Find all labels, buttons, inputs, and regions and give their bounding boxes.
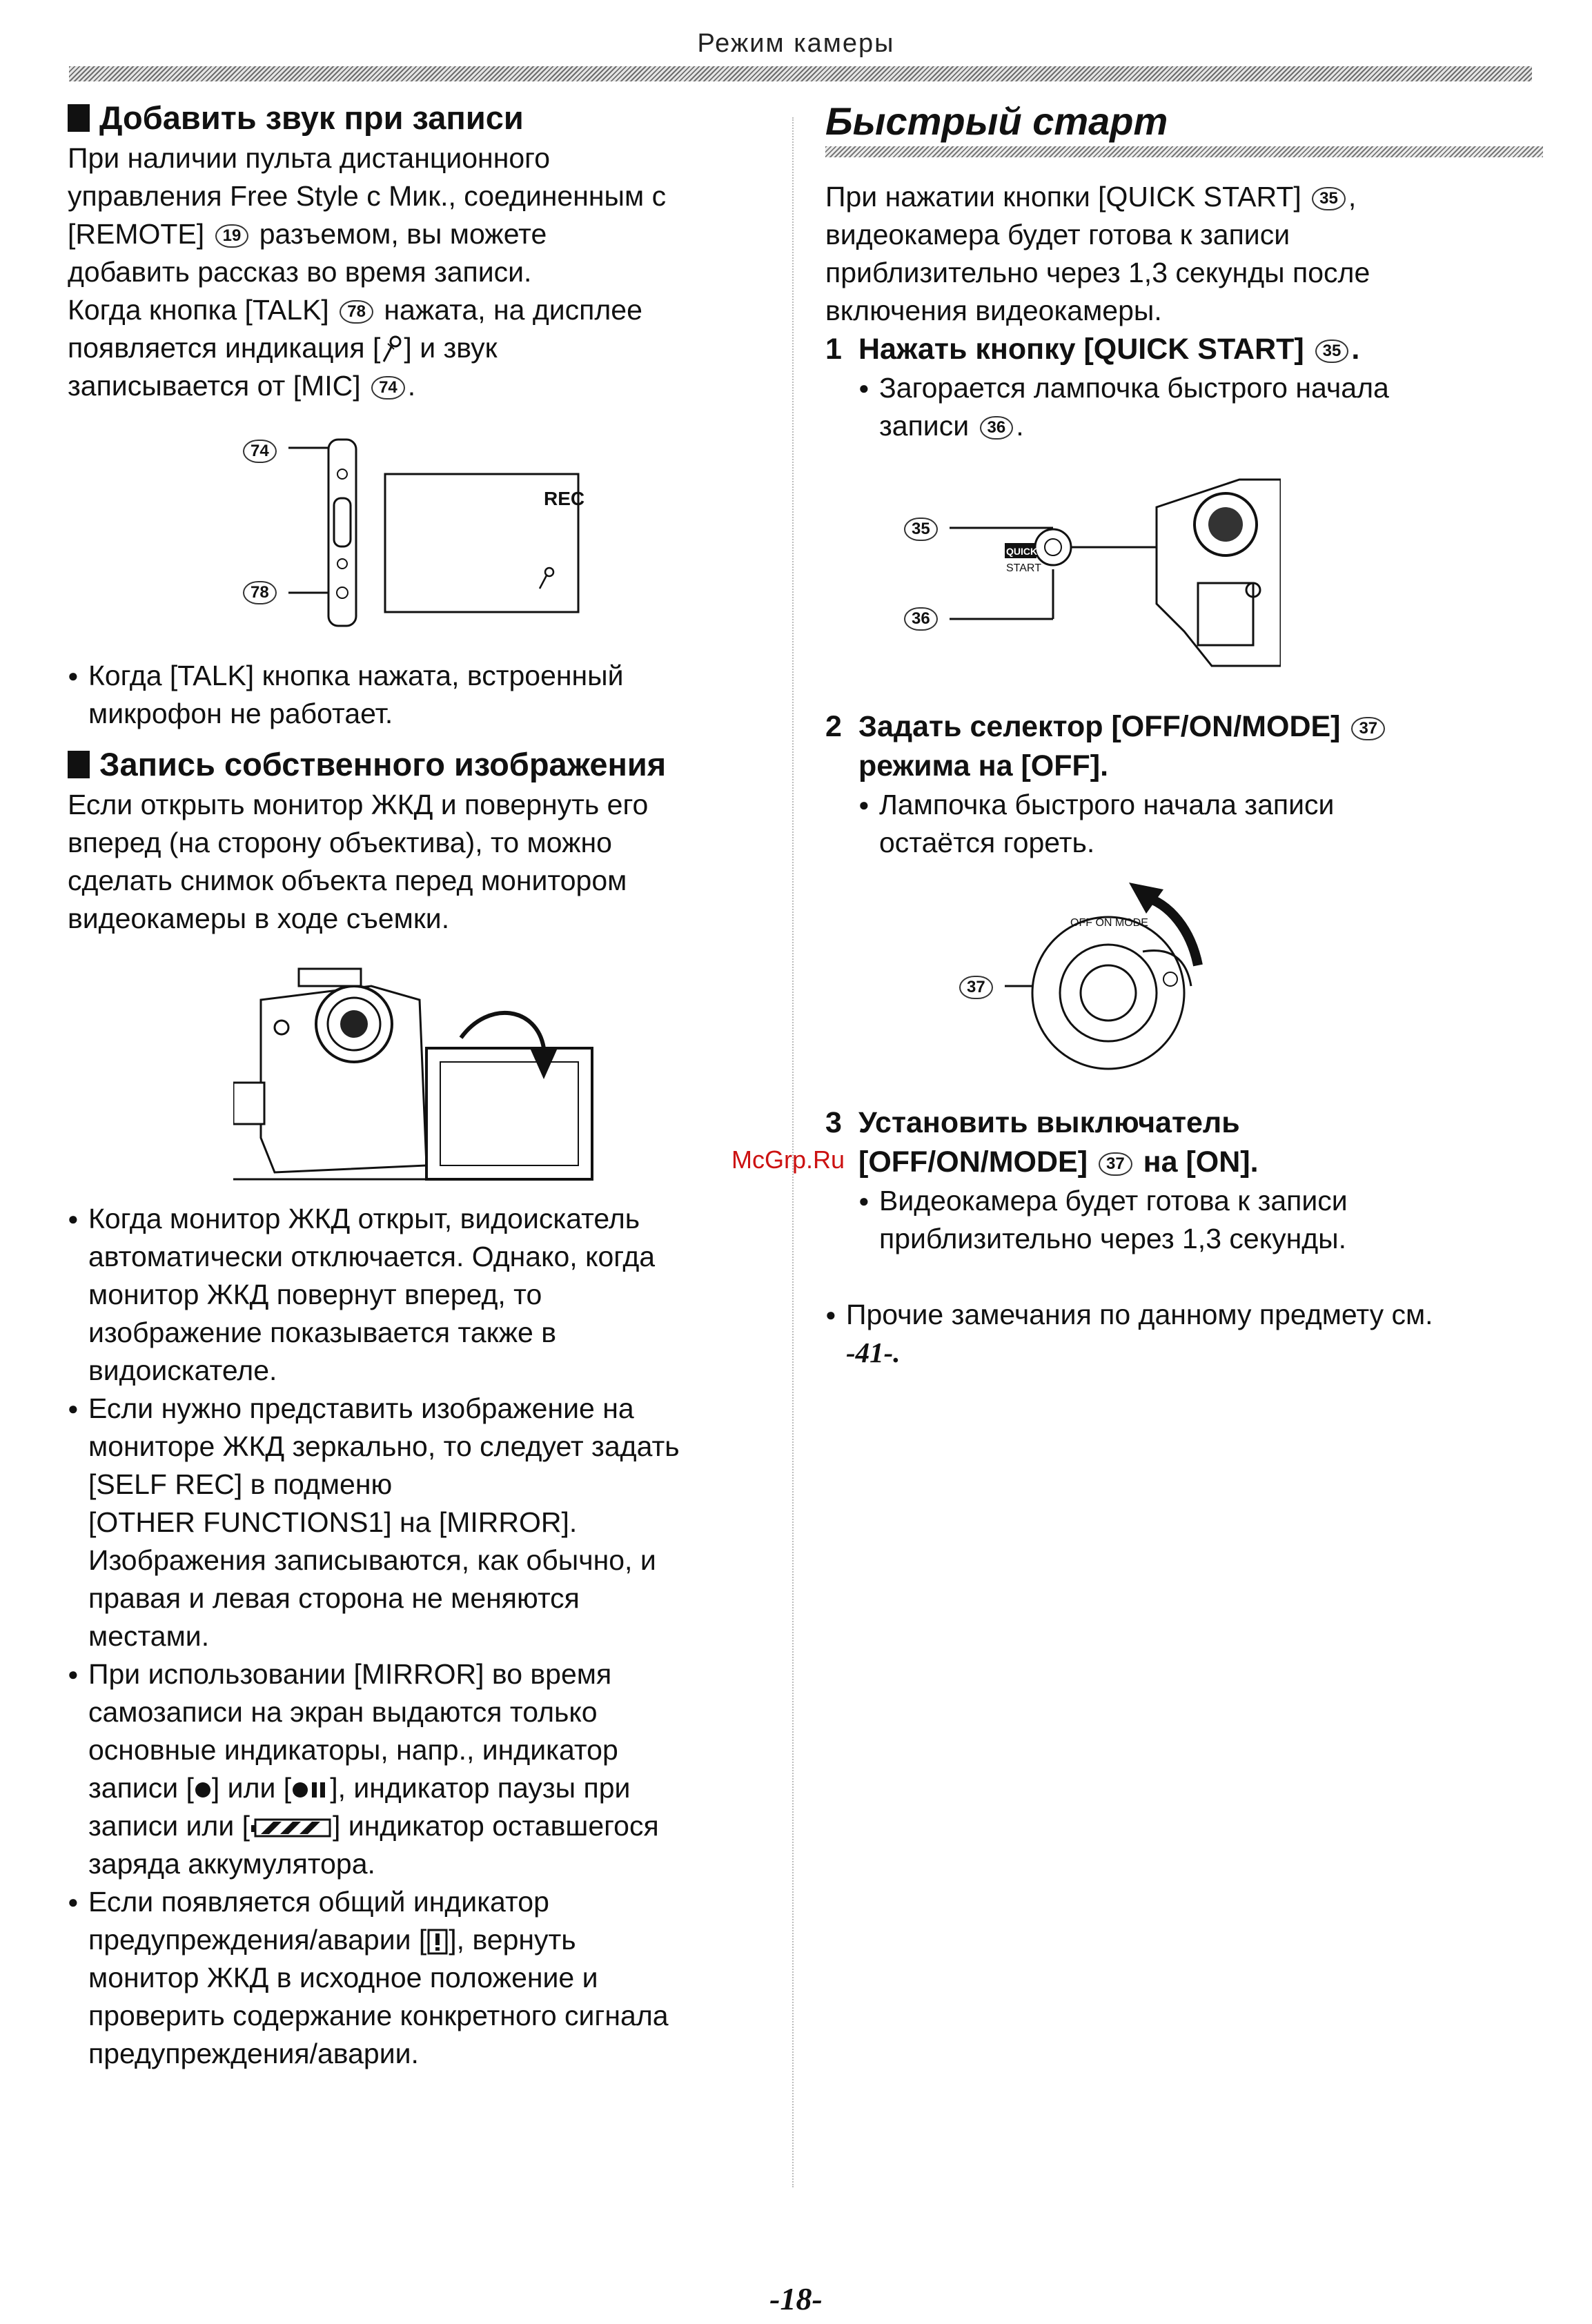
record-dot-icon: [194, 1780, 212, 1800]
bullet-item: ● Если нужно представить изображение на мониторе ЖКД зеркально, то следует задать [SELF REC] в подменю [OTHER FUNCTIONS1] на [MIRROR]. Изображения записываются, как обычно, и правая и левая сторона не меняются местами.: [68, 1390, 765, 1655]
remote-drawing: [288, 433, 675, 640]
text-line: записывается от [MIC] 74 .: [68, 370, 416, 402]
text-line: При наличии пульта дистанционного: [68, 142, 551, 174]
quick-start-figure: [825, 466, 1543, 680]
start-button-text: START: [1006, 562, 1041, 574]
text-line: Когда кнопка [TALK] 78 нажата, на дисплее: [68, 294, 642, 326]
ref-circle: 36: [980, 416, 1014, 440]
text-line: [REMOTE] 19 разъемом, вы можете: [68, 218, 547, 250]
remote-figure: [68, 433, 765, 653]
fig-label-35: 35: [904, 518, 938, 541]
bullet-item: ● Когда [TALK] кнопка нажата, встроенный микрофон не работает.: [68, 657, 765, 733]
fig-label-78: 78: [243, 581, 277, 604]
section-heading-add-sound: [68, 97, 765, 139]
right-column: [825, 97, 1543, 1372]
section-heading-self-record: [68, 743, 765, 786]
fig-label-74: 74: [243, 440, 277, 463]
text-line: управления Free Style с Мик., соединенным с: [68, 180, 667, 212]
ref-circle: 78: [340, 300, 373, 324]
ref-circle: 19: [215, 224, 249, 248]
step-2: 2 Задать селектор [OFF/ON/MODE] 37 режима на [OFF].: [825, 707, 1543, 786]
bullet-item: ● Когда монитор ЖКД открыт, видоискатель автоматически отключается. Однако, когда монитор ЖКД повернут вперед, то изображение показывается также в видоискателе.: [68, 1200, 765, 1390]
text-line: видеокамера будет готова к записи: [825, 219, 1290, 250]
ref-circle: 37: [1099, 1152, 1132, 1176]
heading-rule: [825, 146, 1543, 157]
quick-start-drawing: [950, 466, 1281, 673]
bullet-item: ● Видеокамера будет готова к записи приблизительно через 1,3 секунды.: [858, 1182, 1543, 1258]
quick-button-text: QUICK: [1006, 546, 1038, 557]
left-column: [68, 97, 765, 2073]
bullet-item: ● Загорается лампочка быстрого начала записи 36 .: [858, 369, 1543, 445]
text-line: При нажатии кнопки [QUICK START] 35 ,: [825, 181, 1357, 213]
text-line: сделать снимок объекта перед монитором: [68, 865, 627, 896]
screen-rec-text: REC: [544, 488, 585, 509]
step-1: 1 Нажать кнопку [QUICK START] 35 .: [825, 333, 1360, 366]
watermark: McGrp.Ru: [731, 1145, 845, 1174]
warning-icon: [426, 1928, 449, 1956]
microphone-icon: [380, 335, 404, 364]
bullet-item: ● При использовании [MIRROR] во время самозаписи на экран выдаются только основные индикаторы, напр., индикатор записи [ ] или [ ], индикатор паузы при записи или [ ] индикатор оставшегося заряда аккумулятора.: [68, 1655, 765, 1883]
heading-text: Запись собственного изображения: [99, 746, 667, 782]
ref-circle: 37: [1351, 717, 1385, 740]
text-line: приблизительно через 1,3 секунды после: [825, 257, 1370, 288]
camcorder-drawing: [233, 958, 689, 1186]
page-number: -18-: [769, 2281, 823, 2316]
fig-label-37: 37: [959, 976, 993, 999]
bullet-item: ● Лампочка быстрого начала записи остаётся гореть.: [858, 786, 1543, 862]
ref-circle: 35: [1312, 187, 1346, 210]
record-pause-icon: [291, 1780, 330, 1800]
header-rule: [69, 66, 1532, 81]
text-line: добавить рассказ во время записи.: [68, 256, 532, 288]
page-reference: -41-.: [846, 1337, 901, 1368]
dial-label-text: OFF ON MODE: [1070, 917, 1148, 929]
ref-circle: 35: [1315, 339, 1349, 363]
text-line: вперед (на сторону объектива), то можно: [68, 827, 612, 858]
heading-square-icon: [68, 751, 90, 778]
mode-dial-figure: [825, 883, 1543, 1090]
step-3: 3 Установить выключатель [OFF/ON/MODE] 37 на [ON].: [825, 1106, 1259, 1179]
text-line: появляется индикация [ ] и звук: [68, 332, 498, 364]
heading-square-icon: [68, 104, 90, 132]
bullet-item: ● Прочие замечания по данному предмету см. -41-.: [825, 1296, 1543, 1372]
text-line: Если открыть монитор ЖКД и повернуть его: [68, 789, 649, 820]
heading-text: Добавить звук при записи: [99, 99, 524, 136]
mode-dial-drawing: [1005, 883, 1253, 1090]
text-line: включения видеокамеры.: [825, 295, 1162, 326]
bullet-item: ● Если появляется общий индикатор предупреждения/аварии [ ], вернуть монитор ЖКД в исходное положение и проверить содержание конкретного сигнала предупреждения/аварии.: [68, 1883, 765, 2073]
text-line: видеокамеры в ходе съемки.: [68, 903, 450, 934]
camcorder-lcd-figure: [68, 958, 765, 1193]
section-heading-quick-start: Быстрый старт: [825, 99, 1168, 143]
ref-circle: 74: [371, 376, 405, 400]
page-header-title: Режим камеры: [697, 29, 895, 58]
battery-icon: [250, 1818, 333, 1838]
fig-label-36: 36: [904, 607, 938, 631]
